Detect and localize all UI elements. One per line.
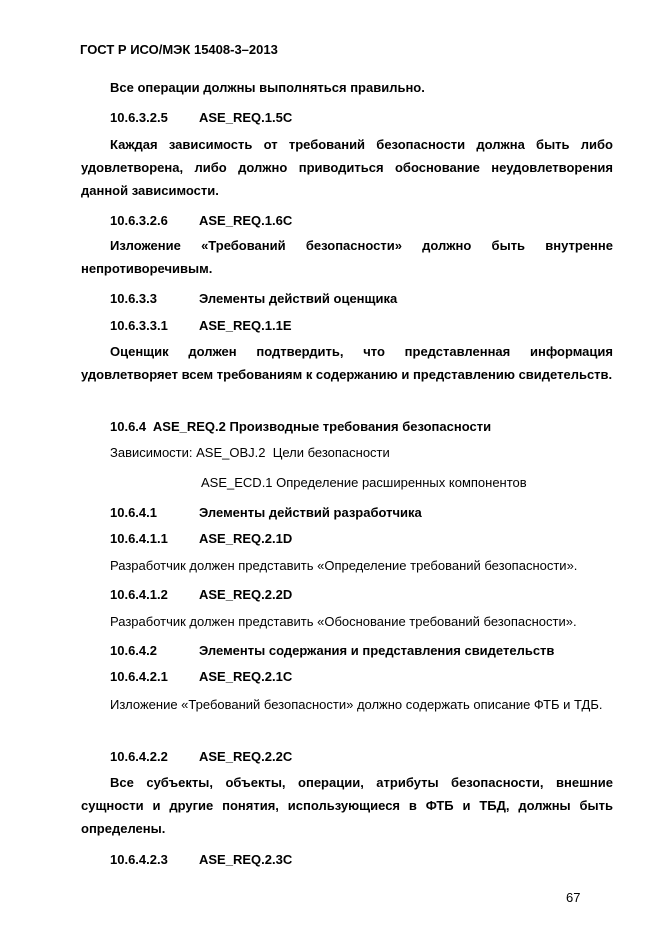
requirement-code: ASE_REQ.1.5C	[199, 110, 293, 125]
paragraph: Изложение «Требований безопасности» должно содержать описание ФТБ и ТДБ.	[110, 697, 603, 712]
section-number: 10.6.4.2.3	[110, 852, 168, 867]
requirement-code: ASE_REQ.2.2D	[199, 587, 293, 602]
section-title: 10.6.4 ASE_REQ.2 Производные требования безопасности	[110, 419, 492, 434]
section-number: 10.6.4.2.2	[110, 749, 168, 764]
paragraph: Все субъекты, объекты, операции, атрибуты безопасности, внешние сущности и другие понятия, использующиеся в ФТБ и ТБД, должны быть определены.	[81, 775, 613, 836]
document-header: ГОСТ Р ИСО/МЭК 15408-3–2013	[80, 42, 278, 57]
paragraph: Каждая зависимость от требований безопасности должна быть либо удовлетворена, либо должно приводиться обоснование неудовлетворения данной зависимости.	[81, 137, 613, 198]
dependencies-line: Зависимости: ASE_OBJ.2 Цели безопасности	[110, 445, 390, 460]
requirement-code: ASE_REQ.1.1E	[199, 318, 292, 333]
section-number: 10.6.3.2.6	[110, 213, 168, 228]
requirement-code: ASE_REQ.1.6C	[199, 213, 293, 228]
paragraph: Оценщик должен подтвердить, что представленная информация удовлетворяет всем требованиям к содержанию и представлению свидетельств.	[81, 344, 613, 382]
requirement-code: ASE_REQ.2.1C	[199, 669, 293, 684]
requirement-code: ASE_REQ.2.1D	[199, 531, 293, 546]
requirement-code: ASE_REQ.2.2C	[199, 749, 293, 764]
section-number: 10.6.3.3	[110, 291, 157, 306]
paragraph: Изложение «Требований безопасности» должно быть внутренне непротиворечивым.	[81, 238, 613, 276]
section-number: 10.6.3.2.5	[110, 110, 168, 125]
section-title: Элементы содержания и представления свидетельств	[199, 643, 555, 658]
section-title: Элементы действий оценщика	[199, 291, 398, 306]
requirement-code: ASE_REQ.2.3C	[199, 852, 293, 867]
dependencies-line: ASE_ECD.1 Определение расширенных компонентов	[201, 475, 527, 490]
page-number: 67	[566, 890, 581, 905]
section-number: 10.6.4.1	[110, 505, 157, 520]
paragraph: Все операции должны выполняться правильно.	[110, 80, 425, 95]
section-number: 10.6.4.2	[110, 643, 157, 658]
section-number: 10.6.4.1.2	[110, 587, 168, 602]
section-title: Элементы действий разработчика	[199, 505, 422, 520]
section-number: 10.6.3.3.1	[110, 318, 168, 333]
paragraph: Разработчик должен представить «Обоснование требований безопасности».	[110, 614, 577, 629]
section-number: 10.6.4.1.1	[110, 531, 168, 546]
section-number: 10.6.4.2.1	[110, 669, 168, 684]
paragraph: Разработчик должен представить «Определение требований безопасности».	[110, 558, 578, 573]
